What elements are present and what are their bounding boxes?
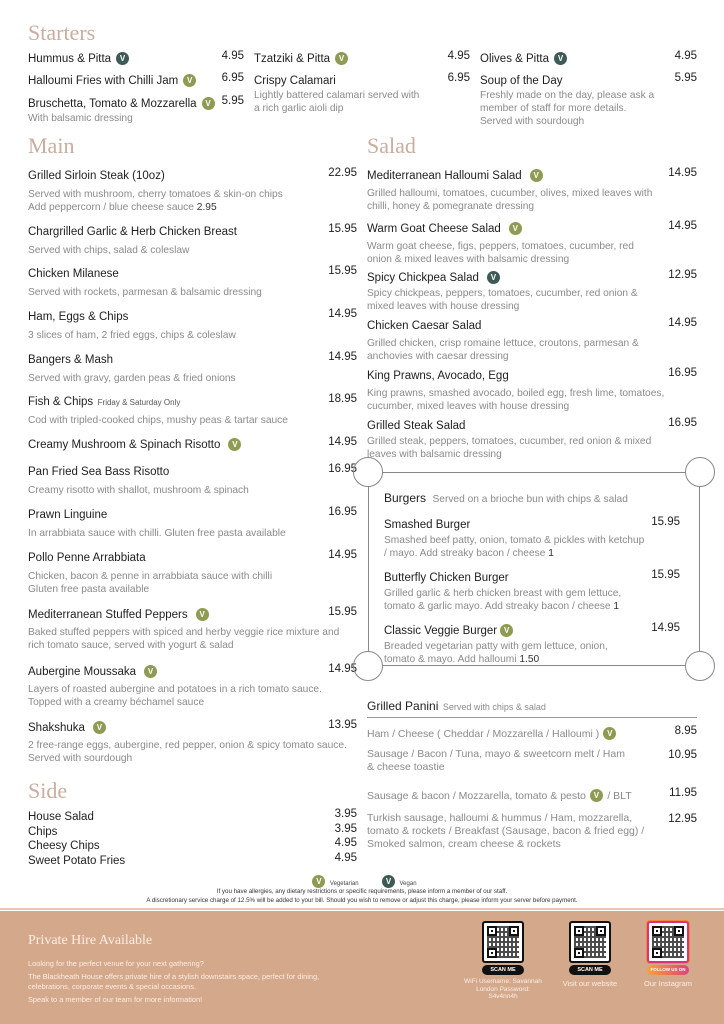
item-name: Butterfly Chicken Burger: [384, 572, 509, 584]
section-title-side: Side: [28, 778, 68, 803]
item-price: 14.95: [328, 351, 357, 363]
vegetarian-icon: V: [196, 608, 209, 621]
item-name: Spicy Chickpea Salad: [367, 272, 479, 284]
item-description-after: / BLT: [607, 790, 632, 802]
item-name: Sweet Potato Fries: [28, 855, 126, 867]
menu-item: [384, 515, 680, 560]
item-price: 15.95: [328, 606, 357, 618]
item-description: Creamy risotto with shallot, mushroom & spinach: [28, 485, 249, 496]
menu-item: [28, 392, 357, 427]
item-description: Chicken, bacon & penne in arrabbiata sauce with chilli: [28, 571, 273, 582]
menu-item: [367, 748, 697, 774]
vegan-icon: V: [554, 52, 567, 65]
menu-item: [28, 548, 357, 596]
menu-item: [28, 662, 357, 709]
item-name: Halloumi Fries with Chilli Jam: [28, 75, 179, 87]
item-description: Freshly made on the day, please ask a member of staff for more details. Served with sourdough: [480, 90, 655, 127]
burgers-title: Burgers: [384, 491, 427, 505]
menu-item: [367, 219, 697, 266]
item-price: 5.95: [674, 72, 697, 84]
item-price: 16.95: [328, 506, 357, 518]
menu-item: [384, 621, 680, 666]
legend-vegetarian-label: Vegetarian: [329, 881, 359, 887]
wifi-icon: [482, 965, 524, 975]
private-hire-title: Private Hire Available: [28, 933, 153, 948]
item-description: Sausage & bacon / Mozzarella, tomato & pesto: [367, 790, 586, 802]
item-price: 14.95: [328, 663, 357, 675]
section-title-main: Main: [28, 133, 75, 158]
item-price: 14.95: [668, 167, 697, 179]
item-description: Warm goat cheese, figs, peppers, tomatoes, cucumber, red onion & mixed leaves with balsamic dressing: [367, 241, 634, 265]
menu-item: [28, 307, 357, 342]
item-name: Mediterranean Stuffed Peppers: [28, 609, 188, 621]
section-title-starters: Starters: [28, 20, 96, 45]
menu-item: [367, 366, 697, 413]
item-name: Bangers & Mash: [28, 354, 114, 366]
menu-item: [480, 71, 697, 128]
item-description: Ham / Cheese ( Cheddar / Mozzarella / Halloumi ): [367, 728, 600, 740]
private-hire-description: The Blackheath House offers private hire of a stylish downstairs space, perfect for dining, celebrations, corporate events & special occasions.: [28, 972, 320, 991]
item-name: Grilled Steak Salad: [367, 420, 466, 432]
item-price: 15.95: [651, 516, 680, 528]
vegetarian-icon: V: [228, 438, 241, 451]
addon-price: 1.50: [519, 654, 540, 665]
item-name: Hummus & Pitta: [28, 53, 112, 65]
menu-item: [367, 316, 697, 363]
addon-price: 1: [613, 601, 620, 612]
vegetarian-icon: V: [590, 789, 603, 802]
item-price: 15.95: [328, 223, 357, 235]
burgers-panel: [368, 472, 700, 666]
item-price: 18.95: [328, 393, 357, 405]
item-name: Ham, Eggs & Chips: [28, 311, 129, 323]
item-description: Cod with tripled-cooked chips, mushy peas & tartar sauce: [28, 415, 288, 426]
item-description: Served with gravy, garden peas & fried onions: [28, 373, 236, 384]
item-description: 3 slices of ham, 2 fried eggs, chips & coleslaw: [28, 330, 236, 341]
menu-item: [384, 568, 680, 613]
divider: [367, 717, 697, 718]
vegan-icon: V: [487, 271, 500, 284]
item-description: Served with rockets, parmesan & balsamic dressing: [28, 287, 262, 298]
menu-item: [28, 222, 357, 257]
item-description: Grilled chicken, crisp romaine lettuce, croutons, parmesan & anchovies with caesar dressing: [367, 338, 639, 362]
item-description: 2 free-range eggs, aubergine, red pepper, onion & spicy tomato sauce. Served with sourdough: [28, 740, 347, 764]
item-description: Baked stuffed peppers with spiced and herby veggie rice mixture and rich tomato sauce, served with yogurt & salad: [28, 627, 340, 651]
menu-item: [254, 49, 470, 67]
menu-item: [28, 435, 357, 453]
item-name: Bruschetta, Tomato & Mozzarella: [28, 98, 197, 110]
menu-item: [28, 718, 357, 765]
item-price: 11.95: [669, 787, 697, 799]
item-name: Crispy Calamari: [254, 75, 336, 87]
item-name: Warm Goat Cheese Salad: [367, 223, 501, 235]
vegetarian-icon: V: [335, 52, 348, 65]
instagram-icon: [647, 965, 689, 975]
menu-item: [28, 350, 357, 385]
item-description: Breaded vegetarian patty with gem lettuce, onion, tomato & mayo. Add halloumi: [384, 641, 608, 665]
item-price: 16.95: [328, 463, 357, 475]
vegan-icon: V: [116, 52, 129, 65]
vegetarian-icon: V: [202, 97, 215, 110]
item-name: Smashed Burger: [384, 519, 471, 531]
scan-me-label: SCAN ME: [490, 967, 516, 973]
follow-us-label: FOLLOW US ON: [650, 967, 686, 972]
menu-item: [28, 605, 357, 652]
instagram-caption[interactable]: Our Instagram: [644, 979, 692, 988]
item-name: Grilled Sirloin Steak (10oz): [28, 170, 165, 182]
item-price: 14.95: [668, 317, 697, 329]
vegetarian-icon: V: [509, 222, 522, 235]
item-name: Mediterranean Halloumi Salad: [367, 170, 522, 182]
item-description: Grilled halloumi, tomatoes, cucumber, olives, mixed leaves with chilli, honey & pomegranate dressing: [367, 188, 653, 212]
item-addon: Add peppercorn / blue cheese sauce: [28, 202, 194, 213]
item-price: 12.95: [668, 269, 697, 281]
item-price: 14.95: [668, 220, 697, 232]
item-price: 3.95: [334, 823, 357, 835]
vegan-icon: V: [382, 875, 395, 888]
item-description: Grilled steak, peppers, tomatoes, cucumber, red onion & mixed leaves with balsamic dressing: [367, 436, 652, 460]
vegetarian-icon: V: [312, 875, 325, 888]
item-price: 14.95: [328, 308, 357, 320]
menu-item: [367, 268, 697, 313]
vegetarian-icon: V: [183, 74, 196, 87]
item-name: Chargrilled Garlic & Herb Chicken Breast: [28, 226, 237, 238]
menu-item: [367, 416, 697, 461]
legend-vegan-label: Vegan: [399, 881, 417, 887]
menu-item: [367, 166, 697, 213]
item-description: Turkish sausage, halloumi & hummus / Ham, mozzarella, tomato & rockets / Breakfast (Sausage, bacon & fried egg) / Smoked salmon, cream cheese & rockets: [367, 812, 645, 850]
scan-me-label: SCAN ME: [577, 967, 603, 973]
burgers-subtitle: Served on a brioche bun with chips & salad: [432, 494, 628, 505]
item-description: In arrabbiata sauce with chilli. Gluten free pasta available: [28, 528, 286, 539]
item-price: 12.95: [668, 813, 697, 825]
item-name: Pan Fried Sea Bass Risotto: [28, 466, 170, 478]
vegetarian-icon: V: [500, 624, 513, 637]
item-name: Shakshuka: [28, 722, 85, 734]
item-description: Smashed beef patty, onion, tomato & pickles with ketchup / mayo. Add streaky bacon / cheese: [384, 535, 645, 559]
item-price: 16.95: [668, 367, 697, 379]
private-hire-contact: Speak to a member of our team for more information!: [28, 995, 203, 1004]
item-description: Sausage / Bacon / Tuna, mayo & sweetcorn melt / Ham & cheese toastie: [367, 748, 625, 773]
item-name: Olives & Pitta: [480, 53, 550, 65]
menu-item: [28, 851, 357, 869]
item-price: 4.95: [221, 50, 244, 62]
item-name: Creamy Mushroom & Spinach Risotto: [28, 439, 221, 451]
item-description: Served with mushroom, cherry tomatoes & skin-on chips: [28, 189, 283, 200]
item-price: 4.95: [334, 852, 357, 864]
menu-item: [28, 264, 357, 299]
item-price: 16.95: [668, 417, 697, 429]
wifi-qr-code[interactable]: [482, 921, 524, 963]
item-name: Aubergine Moussaka: [28, 666, 137, 678]
menu-item: [28, 505, 357, 540]
instagram-qr-code[interactable]: [647, 921, 689, 963]
menu-item: [28, 49, 244, 67]
item-name: Prawn Linguine: [28, 509, 108, 521]
globe-icon: [569, 965, 611, 975]
item-description: With balsamic dressing: [28, 113, 133, 124]
item-availability-note: Friday & Saturday Only: [97, 398, 181, 407]
item-price: 6.95: [221, 72, 244, 84]
allergy-notice: If you have allergies, any dietary restrictions or specific requirements, please inform a member of our staff.: [216, 888, 508, 895]
menu-item: [480, 49, 697, 67]
private-hire-intro: Looking for the perfect venue for your next gathering?: [28, 959, 204, 968]
menu-item: [28, 166, 357, 214]
item-name: King Prawns, Avocado, Egg: [367, 370, 509, 382]
item-name: Pollo Penne Arrabbiata: [28, 552, 146, 564]
item-name: House Salad: [28, 811, 94, 823]
item-description: Layers of roasted aubergine and potatoes in a rich tomato sauce. Topped with a creamy béchamel sauce: [28, 684, 322, 708]
item-price: 5.95: [221, 95, 244, 107]
private-hire-footer: [0, 911, 724, 1024]
wifi-caption: WiFi Username: Savannah London Password: S4v4nn4h: [464, 978, 542, 1000]
item-description: Served with chips, salad & coleslaw: [28, 245, 190, 256]
vegetarian-icon: V: [530, 169, 543, 182]
item-price: 14.95: [328, 549, 357, 561]
item-price: 4.95: [334, 837, 357, 849]
item-name: Tzatziki & Pitta: [254, 53, 331, 65]
item-name: Chips: [28, 826, 58, 838]
menu-item: [367, 812, 697, 851]
vegetarian-icon: V: [144, 665, 157, 678]
item-price: 4.95: [674, 50, 697, 62]
item-description-extra: Gluten free pasta available: [28, 584, 150, 595]
item-price: 10.95: [668, 749, 697, 761]
item-price: 14.95: [328, 436, 357, 448]
item-price: 22.95: [328, 167, 357, 179]
panini-title: Grilled Panini: [367, 699, 439, 713]
item-price: 15.95: [651, 569, 680, 581]
menu-item: [254, 71, 470, 115]
addon-price: 1: [548, 548, 554, 559]
vegetarian-icon: V: [93, 721, 106, 734]
item-price: 6.95: [447, 72, 470, 84]
item-description: King prawns, smashed avocado, boiled egg, fresh lime, tomatoes, cucumber, mixed leaves with house dressing: [367, 388, 665, 412]
item-name: Fish & Chips: [28, 396, 94, 408]
menu-item: [28, 94, 244, 125]
item-name: Classic Veggie Burger: [384, 625, 498, 637]
item-price: 13.95: [328, 719, 357, 731]
item-price: 3.95: [334, 808, 357, 820]
item-name: Cheesy Chips: [28, 840, 100, 852]
item-name: Chicken Milanese: [28, 268, 119, 280]
item-price: 8.95: [674, 725, 697, 737]
item-name: Soup of the Day: [480, 75, 563, 87]
website-qr-code[interactable]: [569, 921, 611, 963]
item-price: 15.95: [328, 265, 357, 277]
item-price: 4.95: [447, 50, 470, 62]
menu-item: [367, 786, 697, 804]
item-description: Lightly battered calamari served with a rich garlic aioli dip: [254, 90, 420, 114]
service-charge-notice: A discretionary service charge of 12.5% will be added to your bill. Should you wish to remove or adjust this charge, please inform your server before payment.: [146, 896, 578, 904]
item-description: Spicy chickpeas, peppers, tomatoes, cucumber, red onion & mixed leaves with house dressing: [367, 288, 638, 312]
menu-item: [28, 71, 244, 89]
menu-item: [367, 724, 697, 742]
vegetarian-icon: V: [603, 727, 616, 740]
section-title-salad: Salad: [367, 133, 416, 158]
item-description: Grilled garlic & herb chicken breast with gem lettuce, tomato & garlic mayo. Add streaky bacon / cheese: [384, 588, 622, 612]
addon-price: 2.95: [196, 202, 217, 213]
panini-subtitle: Served with chips & salad: [442, 702, 546, 712]
website-caption[interactable]: Visit our website: [562, 979, 618, 988]
item-name: Chicken Caesar Salad: [367, 320, 482, 332]
item-price: 14.95: [651, 622, 680, 634]
menu-item: [28, 462, 357, 497]
